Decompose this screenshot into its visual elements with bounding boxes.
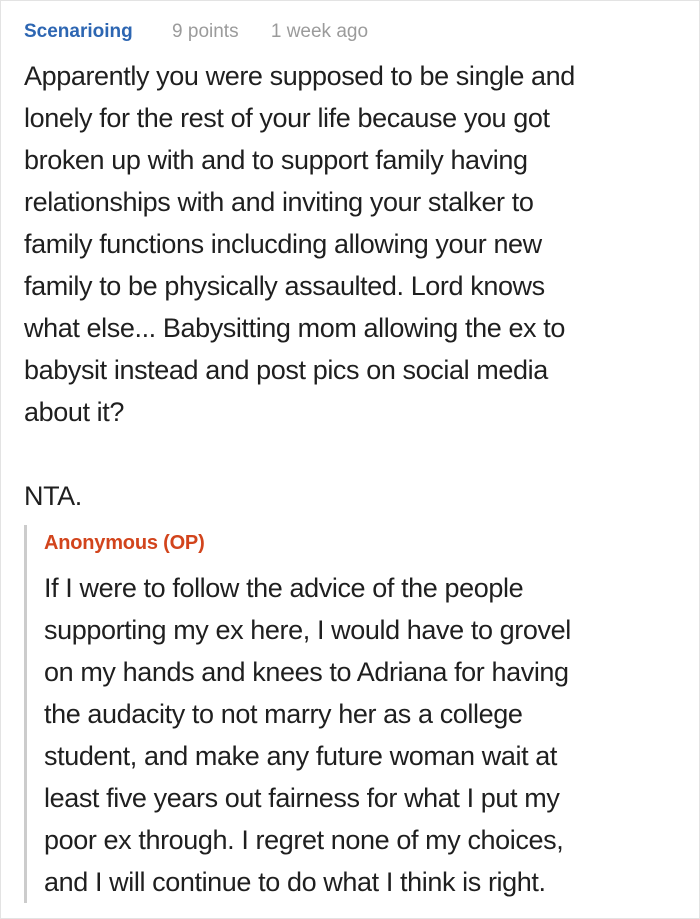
comment-body — [24, 55, 675, 433]
comment-text-line: babysit instead and post pics on social media — [24, 355, 548, 385]
comment-text-line: lonely for the rest of your life because you got — [24, 103, 550, 133]
comment-text-line: family functions inclucding allowing your new — [24, 229, 542, 259]
quote-text-line: and I will continue to do what I think is right. — [44, 867, 546, 897]
comment-text-line: family to be physically assaulted. Lord knows — [24, 271, 545, 301]
quote-text-line: student, and make any future woman wait at — [44, 741, 557, 771]
quote-text-line: supporting my ex here, I would have to grovel — [44, 615, 571, 645]
quote-text-line: If I were to follow the advice of the people — [44, 573, 524, 603]
quote-author: Anonymous (OP) — [44, 532, 205, 554]
comment-text-line: about it? — [24, 397, 124, 427]
quote-text-line: poor ex through. I regret none of my choices, — [44, 825, 564, 855]
verdict-text: NTA. — [24, 481, 82, 511]
quote-text-line: on my hands and knees to Adriana for having — [44, 657, 569, 687]
op-quote-block — [24, 525, 675, 903]
comment-header — [24, 20, 675, 44]
comment-text-line: broken up with and to support family having — [24, 145, 528, 175]
quote-text-line: the audacity to not marry her as a college — [44, 699, 523, 729]
quote-text-line: least five years out fairness for what I put my — [44, 783, 560, 813]
comment-timestamp: 1 week ago — [270, 21, 369, 42]
comment-points: 9 points — [172, 21, 239, 42]
comment-username[interactable]: Scenarioing — [24, 21, 133, 42]
comment-text-line: relationships with and inviting your stalker to — [24, 187, 534, 217]
quote-body — [44, 567, 675, 903]
comment-text-line: what else... Babysitting mom allowing the ex to — [24, 313, 565, 343]
comment-text-line: Apparently you were supposed to be single and — [24, 61, 575, 91]
